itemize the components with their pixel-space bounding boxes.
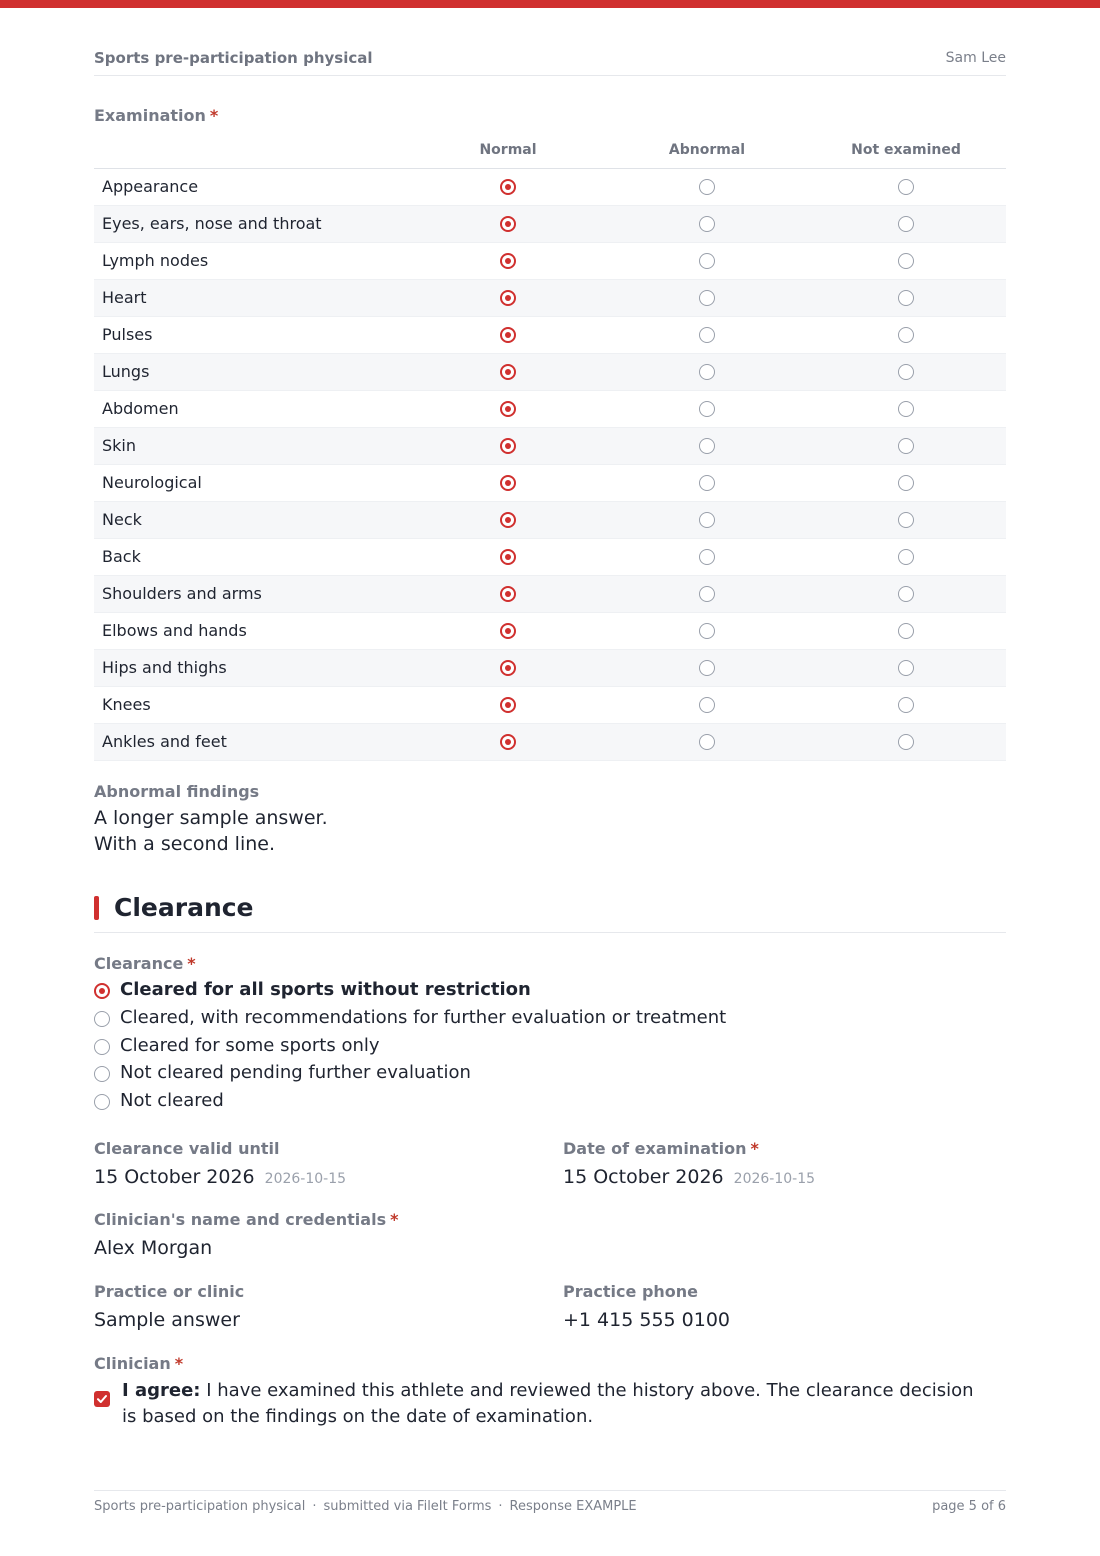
exam-row-label: Lymph nodes [102, 251, 209, 270]
radio-abnormal[interactable] [699, 734, 715, 750]
radio-normal[interactable] [500, 512, 516, 528]
exam-row-label: Ankles and feet [102, 732, 227, 751]
radio-normal[interactable] [500, 253, 516, 269]
top-accent-bar [0, 0, 1100, 8]
radio-normal[interactable] [500, 586, 516, 602]
page-footer [94, 1490, 1006, 1520]
page-number: page 5 of 6 [932, 1499, 1006, 1514]
radio-selected-icon [500, 586, 516, 602]
agree-text: I have examined this athlete and reviewed the history above. The clearance decision is based on the findings on the date of examination. [122, 1380, 974, 1427]
radio-unselected-icon [699, 697, 715, 713]
form-title: Sports pre-participation physical [94, 49, 373, 67]
clearance-option[interactable] [94, 1035, 794, 1059]
exam-row-abdomen [94, 391, 1006, 428]
radio-normal[interactable] [500, 364, 516, 380]
radio-selected-icon [500, 660, 516, 676]
radio-not-examined[interactable] [898, 512, 914, 528]
radio-normal[interactable] [500, 734, 516, 750]
radio-unselected-icon [699, 512, 715, 528]
clearance-option-label: Cleared for all sports without restriction [120, 979, 531, 1000]
radio-unselected-icon [94, 1066, 110, 1082]
field-value: Sample answer [94, 1309, 240, 1331]
exam-row-appearance [94, 169, 1006, 206]
radio-unselected-icon [699, 253, 715, 269]
iso-date: 2026-10-15 [264, 1171, 347, 1187]
field-value [563, 1166, 815, 1188]
radio-selected-icon [500, 697, 516, 713]
exam-row-label: Shoulders and arms [102, 584, 262, 603]
radio-unselected-icon [898, 327, 914, 343]
field-label-text: Clinician [94, 1354, 171, 1373]
exam-row-label: Pulses [102, 325, 153, 344]
radio-selected-icon [500, 438, 516, 454]
radio-normal[interactable] [500, 401, 516, 417]
practice-field [94, 1282, 244, 1331]
exam-row-back [94, 539, 1006, 576]
clearance-option[interactable] [94, 1062, 794, 1086]
abnormal-findings-label: Abnormal findings [94, 782, 260, 801]
radio-not-examined[interactable] [898, 549, 914, 565]
clearance-option-label: Not cleared pending further evaluation [120, 1062, 471, 1083]
field-value: +1 415 555 0100 [563, 1309, 731, 1331]
radio-unselected-icon [898, 549, 914, 565]
footer-separator: · [498, 1499, 503, 1514]
radio-unselected-icon [898, 512, 914, 528]
radio-not-examined[interactable] [898, 586, 914, 602]
radio-unselected-icon [898, 697, 914, 713]
radio-unselected-icon [898, 290, 914, 306]
exam-row-label: Abdomen [102, 399, 179, 418]
radio-abnormal[interactable] [699, 216, 715, 232]
radio-not-examined[interactable] [898, 660, 914, 676]
radio-unselected-icon [699, 549, 715, 565]
abnormal-findings-line: A longer sample answer. [94, 807, 328, 829]
radio-normal[interactable] [500, 290, 516, 306]
grid-rows [94, 169, 1006, 761]
radio-unselected-icon [699, 401, 715, 417]
radio-unselected-icon [699, 475, 715, 491]
radio-unselected-icon [699, 364, 715, 380]
exam-row-label: Neck [102, 510, 142, 529]
field-label: Practice or clinic [94, 1282, 245, 1301]
examination-label [94, 106, 218, 125]
exam-row-label: Skin [102, 436, 137, 455]
radio-selected-icon [500, 216, 516, 232]
radio-unselected-icon [699, 438, 715, 454]
radio-unselected-icon [699, 290, 715, 306]
exam-row-label: Heart [102, 288, 147, 307]
exam-row-label: Neurological [102, 473, 202, 492]
field-label [94, 1210, 398, 1229]
radio-abnormal[interactable] [699, 290, 715, 306]
section-title: Clearance [114, 893, 254, 922]
page-header [94, 48, 1006, 76]
radio-abnormal[interactable] [699, 586, 715, 602]
radio-selected-icon [500, 179, 516, 195]
clearance-option[interactable] [94, 1090, 794, 1114]
radio-normal[interactable] [500, 179, 516, 195]
exam-row-label: Eyes, ears, nose and throat [102, 214, 322, 233]
radio-selected-icon [500, 327, 516, 343]
user-name: Sam Lee [945, 50, 1006, 66]
clinician-name-field [94, 1210, 398, 1259]
radio-abnormal[interactable] [699, 253, 715, 269]
clearance-option[interactable] [94, 979, 794, 1003]
radio-normal[interactable] [500, 660, 516, 676]
exam-row-pulses [94, 317, 1006, 354]
field-label: Clearance valid until [94, 1139, 280, 1158]
required-marker: * [209, 106, 219, 125]
clearance-option-label: Cleared, with recommendations for further evaluation or treatment [120, 1007, 727, 1028]
radio-unselected-icon [699, 734, 715, 750]
radio-unselected-icon [94, 1011, 110, 1027]
radio-selected-icon [500, 290, 516, 306]
radio-selected-icon [94, 983, 110, 999]
footer-form-name: Sports pre-participation physical [94, 1499, 306, 1514]
grid-header [94, 133, 1006, 169]
radio-not-examined[interactable] [898, 438, 914, 454]
exam-row-label: Back [102, 547, 141, 566]
field-value: Alex Morgan [94, 1237, 213, 1259]
date-text: 15 October 2026 [563, 1166, 724, 1188]
field-label [563, 1139, 815, 1158]
radio-unselected-icon [898, 253, 914, 269]
radio-not-examined[interactable] [898, 179, 914, 195]
radio-not-examined[interactable] [898, 216, 914, 232]
footer-separator: · [312, 1499, 317, 1514]
clearance-valid-until-field [94, 1139, 346, 1188]
radio-not-examined[interactable] [898, 623, 914, 639]
check-icon [96, 1393, 108, 1405]
radio-selected-icon [500, 512, 516, 528]
clearance-option-label: Not cleared [120, 1090, 224, 1111]
radio-abnormal[interactable] [699, 327, 715, 343]
iso-date: 2026-10-15 [733, 1171, 816, 1187]
exam-row-elbows-and-hands [94, 613, 1006, 650]
clearance-option[interactable] [94, 1007, 794, 1031]
radio-unselected-icon [898, 586, 914, 602]
radio-unselected-icon [699, 216, 715, 232]
exam-row-lymph-nodes [94, 243, 1006, 280]
clearance-section-header [94, 893, 1006, 933]
radio-selected-icon [500, 401, 516, 417]
field-label: Practice phone [563, 1282, 699, 1301]
radio-selected-icon [500, 475, 516, 491]
exam-row-heart [94, 280, 1006, 317]
radio-abnormal[interactable] [699, 623, 715, 639]
exam-row-label: Elbows and hands [102, 621, 247, 640]
radio-abnormal[interactable] [699, 512, 715, 528]
field-label-text: Clinician's name and credentials [94, 1210, 387, 1229]
radio-normal[interactable] [500, 697, 516, 713]
radio-normal[interactable] [500, 438, 516, 454]
radio-unselected-icon [699, 623, 715, 639]
radio-abnormal[interactable] [699, 697, 715, 713]
radio-normal[interactable] [500, 216, 516, 232]
radio-abnormal[interactable] [699, 401, 715, 417]
radio-not-examined[interactable] [898, 253, 914, 269]
required-marker: * [187, 954, 196, 973]
radio-selected-icon [500, 253, 516, 269]
exam-row-neurological [94, 465, 1006, 502]
radio-not-examined[interactable] [898, 697, 914, 713]
column-header-normal: Normal [479, 142, 537, 158]
exam-row-label: Lungs [102, 362, 150, 381]
exam-row-ankles-and-feet [94, 724, 1006, 761]
section-accent-bar [94, 896, 99, 920]
exam-row-hips-and-thighs [94, 650, 1006, 687]
radio-normal[interactable] [500, 623, 516, 639]
radio-normal[interactable] [500, 327, 516, 343]
radio-abnormal[interactable] [699, 438, 715, 454]
radio-not-examined[interactable] [898, 290, 914, 306]
radio-abnormal[interactable] [699, 549, 715, 565]
radio-normal[interactable] [500, 549, 516, 565]
exam-row-eyes-ears-nose-and-throat [94, 206, 1006, 243]
radio-not-examined[interactable] [898, 327, 914, 343]
exam-row-label: Appearance [102, 177, 199, 196]
radio-not-examined[interactable] [898, 401, 914, 417]
clearance-label [94, 954, 196, 973]
radio-unselected-icon [898, 364, 914, 380]
radio-unselected-icon [898, 401, 914, 417]
exam-row-label: Hips and thighs [102, 658, 227, 677]
exam-row-knees [94, 687, 1006, 724]
radio-selected-icon [500, 623, 516, 639]
date-of-examination-field [563, 1139, 815, 1188]
footer-via: submitted via FileIt Forms [323, 1499, 492, 1514]
radio-abnormal[interactable] [699, 179, 715, 195]
agree-checkbox[interactable] [94, 1391, 110, 1407]
agree-statement [122, 1378, 982, 1430]
clearance-option-label: Cleared for some sports only [120, 1035, 380, 1056]
exam-row-shoulders-and-arms [94, 576, 1006, 613]
radio-selected-icon [500, 549, 516, 565]
field-label [94, 1354, 183, 1373]
column-header-not-examined: Not examined [851, 142, 961, 158]
exam-row-skin [94, 428, 1006, 465]
radio-not-examined[interactable] [898, 364, 914, 380]
examination-label-text: Examination [94, 106, 206, 125]
required-marker: * [750, 1139, 759, 1158]
radio-not-examined[interactable] [898, 475, 914, 491]
radio-unselected-icon [898, 734, 914, 750]
radio-unselected-icon [898, 216, 914, 232]
radio-unselected-icon [699, 586, 715, 602]
radio-unselected-icon [699, 179, 715, 195]
exam-row-lungs [94, 354, 1006, 391]
radio-unselected-icon [898, 438, 914, 454]
radio-unselected-icon [898, 623, 914, 639]
column-header-abnormal: Abnormal [668, 142, 746, 158]
radio-unselected-icon [699, 660, 715, 676]
radio-selected-icon [500, 364, 516, 380]
abnormal-findings-line: With a second line. [94, 833, 275, 855]
radio-abnormal[interactable] [699, 475, 715, 491]
required-marker: * [390, 1210, 399, 1229]
radio-unselected-icon [898, 660, 914, 676]
agree-bold: I agree: [122, 1380, 201, 1401]
exam-row-neck [94, 502, 1006, 539]
field-value [94, 1166, 346, 1188]
footer-response: Response EXAMPLE [509, 1499, 637, 1514]
examination-grid [94, 133, 1006, 761]
practice-phone-field [563, 1282, 730, 1331]
radio-unselected-icon [94, 1039, 110, 1055]
radio-abnormal[interactable] [699, 660, 715, 676]
radio-selected-icon [500, 734, 516, 750]
radio-normal[interactable] [500, 475, 516, 491]
field-label-text: Date of examination [563, 1139, 747, 1158]
radio-not-examined[interactable] [898, 734, 914, 750]
required-marker: * [174, 1354, 184, 1373]
radio-unselected-icon [898, 475, 914, 491]
date-text: 15 October 2026 [94, 1166, 255, 1188]
clinician-label [94, 1354, 183, 1373]
exam-row-label: Knees [102, 695, 151, 714]
radio-unselected-icon [898, 179, 914, 195]
radio-unselected-icon [94, 1094, 110, 1110]
radio-unselected-icon [699, 327, 715, 343]
clearance-label-text: Clearance [94, 954, 184, 973]
footer-info [94, 1499, 637, 1514]
radio-abnormal[interactable] [699, 364, 715, 380]
